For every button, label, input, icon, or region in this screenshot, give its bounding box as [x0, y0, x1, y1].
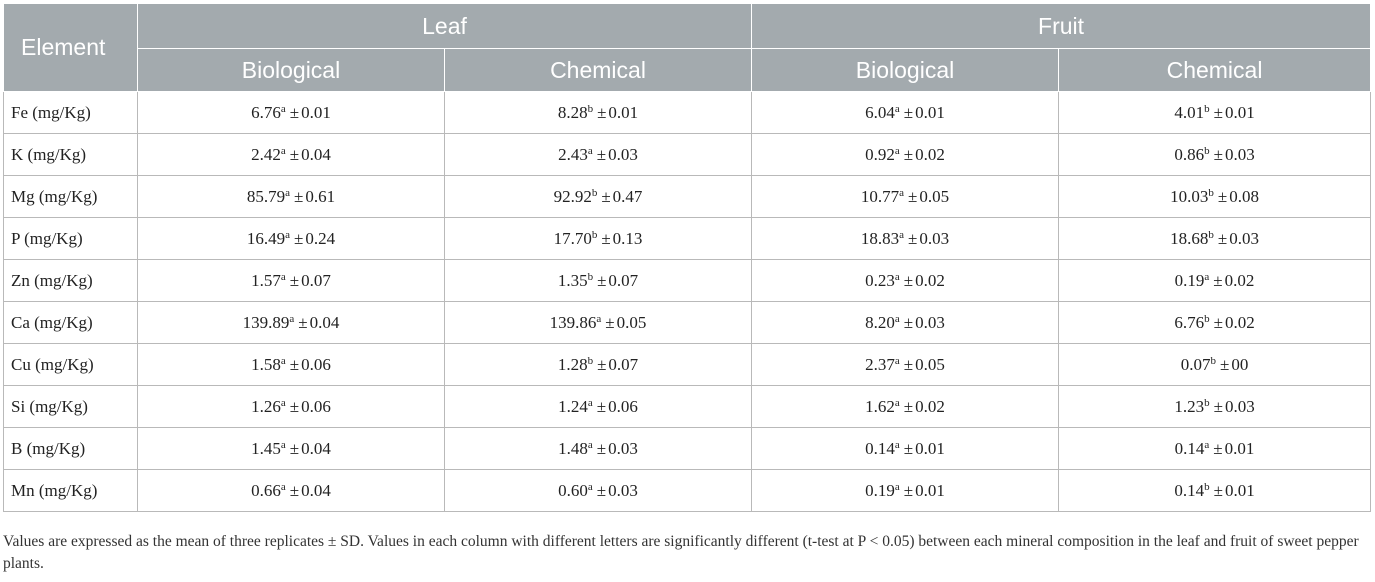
table-row [4, 386, 1371, 428]
table-cell [445, 470, 752, 512]
cell-sd: 0.61 [305, 186, 336, 206]
cell-sd: 0.02 [1224, 270, 1255, 290]
table-row [4, 470, 1371, 512]
table-footnote: Values are expressed as the mean of three replicates ± SD. Values in each column with different letters are significantly different (t-test at P < 0.05) between each mineral composition in the leaf and fruit of sweet pepper plants. [3, 533, 1359, 572]
table-row [4, 218, 1371, 260]
cell-significance-letter: a [894, 102, 900, 115]
cell-significance-letter: a [899, 186, 905, 199]
plus-minus-symbol: ± [908, 228, 918, 248]
cell-sd: 0.03 [1224, 396, 1255, 416]
plus-minus-symbol: ± [289, 438, 300, 458]
column-header-fruit-biological: Biological [752, 49, 1059, 92]
cell-significance-letter: a [289, 312, 295, 325]
table-cell [445, 134, 752, 176]
cell-mean: 139.89 [242, 312, 290, 332]
table-cell [138, 386, 445, 428]
cell-significance-letter: b [1204, 312, 1210, 325]
cell-sd: 0.07 [608, 270, 639, 290]
plus-minus-symbol: ± [289, 480, 300, 500]
table-cell [138, 260, 445, 302]
cell-sd: 0.24 [305, 228, 336, 248]
cell-mean: 0.07 [1180, 354, 1211, 374]
cell-significance-letter: a [587, 396, 593, 409]
cell-significance-letter: a [894, 480, 900, 493]
row-element-label: P (mg/Kg) [4, 218, 138, 260]
cell-mean: 0.14 [1174, 480, 1205, 500]
cell-sd: 0.01 [1224, 438, 1255, 458]
cell-significance-letter: b [591, 228, 598, 241]
table-cell [752, 260, 1059, 302]
cell-sd: 0.06 [608, 396, 638, 416]
row-element-label: Ca (mg/Kg) [4, 302, 138, 344]
cell-significance-letter: a [596, 312, 602, 325]
plus-minus-symbol: ± [289, 396, 300, 416]
cell-sd: 00 [1231, 354, 1249, 374]
plus-minus-symbol: ± [1213, 396, 1223, 416]
cell-mean: 92.92 [553, 186, 592, 206]
header-row-treatments [4, 49, 1371, 92]
cell-mean: 0.66 [251, 480, 281, 500]
plus-minus-symbol: ± [1213, 480, 1223, 500]
table-row [4, 260, 1371, 302]
table-cell [445, 92, 752, 134]
row-element-label: B (mg/Kg) [4, 428, 138, 470]
table-cell [138, 344, 445, 386]
cell-mean: 0.60 [558, 480, 588, 500]
cell-sd: 0.03 [915, 312, 945, 332]
cell-significance-letter: a [894, 396, 900, 409]
table-cell [138, 176, 445, 218]
cell-sd: 0.01 [915, 480, 945, 500]
plus-minus-symbol: ± [596, 396, 607, 416]
table-cell [1059, 344, 1371, 386]
row-element-label: Cu (mg/Kg) [4, 344, 138, 386]
plus-minus-symbol: ± [1213, 438, 1223, 458]
cell-mean: 1.48 [558, 438, 588, 458]
plus-minus-symbol: ± [903, 438, 914, 458]
table-cell [445, 302, 752, 344]
plus-minus-symbol: ± [597, 270, 607, 290]
cell-mean: 139.86 [549, 312, 597, 332]
table-cell [752, 386, 1059, 428]
cell-sd: 0.05 [919, 186, 950, 206]
cell-mean: 0.86 [1174, 144, 1205, 164]
table-cell [1059, 260, 1371, 302]
cell-significance-letter: b [1204, 102, 1210, 115]
cell-significance-letter: b [587, 354, 594, 367]
cell-sd: 0.06 [301, 396, 331, 416]
table-cell [1059, 218, 1371, 260]
row-element-label: Mn (mg/Kg) [4, 470, 138, 512]
cell-sd: 0.03 [1224, 144, 1255, 164]
cell-mean: 10.77 [860, 186, 900, 206]
cell-significance-letter: a [285, 228, 291, 241]
cell-mean: 2.37 [865, 354, 895, 374]
column-header-leaf-biological: Biological [138, 49, 445, 92]
cell-mean: 1.23 [1174, 396, 1205, 416]
cell-significance-letter: b [1204, 144, 1210, 157]
cell-significance-letter: a [280, 354, 286, 367]
plus-minus-symbol: ± [601, 228, 611, 248]
cell-significance-letter: b [591, 186, 598, 199]
cell-mean: 6.76 [1174, 312, 1205, 332]
table-body [4, 92, 1371, 512]
table-row [4, 176, 1371, 218]
plus-minus-symbol: ± [903, 480, 914, 500]
cell-sd: 0.04 [301, 144, 331, 164]
table-row [4, 302, 1371, 344]
cell-significance-letter: a [285, 186, 291, 199]
cell-mean: 0.14 [1174, 438, 1205, 458]
table-cell [138, 134, 445, 176]
table-row [4, 344, 1371, 386]
cell-sd: 0.03 [608, 144, 638, 164]
column-header-leaf-chemical: Chemical [445, 49, 752, 92]
cell-mean: 10.03 [1170, 186, 1209, 206]
cell-sd: 0.02 [915, 270, 945, 290]
plus-minus-symbol: ± [1213, 144, 1223, 164]
cell-mean: 1.26 [251, 396, 281, 416]
cell-mean: 2.43 [558, 144, 588, 164]
cell-significance-letter: a [899, 228, 905, 241]
cell-sd: 0.07 [301, 270, 331, 290]
cell-sd: 0.03 [919, 228, 950, 248]
table-cell [1059, 176, 1371, 218]
table-cell [445, 428, 752, 470]
cell-significance-letter: a [1204, 438, 1210, 451]
plus-minus-symbol: ± [903, 312, 914, 332]
cell-significance-letter: a [280, 396, 286, 409]
table-cell [138, 302, 445, 344]
table-cell [752, 344, 1059, 386]
plus-minus-symbol: ± [597, 102, 607, 122]
cell-mean: 0.19 [1174, 270, 1205, 290]
table-cell [138, 92, 445, 134]
cell-significance-letter: a [280, 270, 286, 283]
cell-significance-letter: a [280, 144, 286, 157]
table-cell [752, 302, 1059, 344]
cell-significance-letter: a [587, 144, 593, 157]
cell-mean: 6.04 [865, 102, 895, 122]
table-cell [445, 344, 752, 386]
table-cell [752, 92, 1059, 134]
cell-sd: 0.04 [301, 480, 331, 500]
plus-minus-symbol: ± [289, 354, 300, 374]
cell-mean: 4.01 [1174, 102, 1205, 122]
cell-sd: 0.01 [301, 102, 331, 122]
plus-minus-symbol: ± [596, 438, 607, 458]
cell-significance-letter: a [280, 102, 286, 115]
table-cell [752, 176, 1059, 218]
cell-sd: 0.04 [301, 438, 331, 458]
plus-minus-symbol: ± [294, 186, 304, 206]
plus-minus-symbol: ± [597, 354, 607, 374]
cell-mean: 85.79 [246, 186, 286, 206]
plus-minus-symbol: ± [294, 228, 304, 248]
header-row-groups [4, 4, 1371, 49]
cell-significance-letter: a [894, 270, 900, 283]
cell-significance-letter: a [894, 312, 900, 325]
row-element-label: Zn (mg/Kg) [4, 260, 138, 302]
cell-sd: 0.02 [915, 396, 945, 416]
plus-minus-symbol: ± [289, 270, 300, 290]
table-cell [445, 218, 752, 260]
table-cell [1059, 134, 1371, 176]
cell-significance-letter: a [280, 480, 286, 493]
table-cell [445, 176, 752, 218]
cell-significance-letter: b [587, 270, 594, 283]
cell-mean: 1.58 [251, 354, 281, 374]
plus-minus-symbol: ± [903, 144, 914, 164]
cell-sd: 0.03 [1229, 228, 1259, 248]
column-header-fruit-chemical: Chemical [1059, 49, 1371, 92]
mineral-composition-table [3, 3, 1370, 512]
cell-sd: 0.05 [616, 312, 647, 332]
table-cell [138, 470, 445, 512]
cell-sd: 0.02 [1224, 312, 1255, 332]
table-row [4, 428, 1371, 470]
cell-sd: 0.01 [1224, 480, 1255, 500]
cell-mean: 0.14 [865, 438, 895, 458]
cell-significance-letter: a [894, 354, 900, 367]
cell-significance-letter: a [280, 438, 286, 451]
cell-mean: 1.57 [251, 270, 281, 290]
cell-sd: 0.06 [301, 354, 331, 374]
column-group-leaf: Leaf [138, 4, 752, 49]
column-group-fruit: Fruit [752, 4, 1371, 49]
table-cell [752, 428, 1059, 470]
table-cell [445, 386, 752, 428]
table-cell [752, 470, 1059, 512]
plus-minus-symbol: ± [289, 102, 300, 122]
plus-minus-symbol: ± [596, 144, 607, 164]
cell-mean: 1.45 [251, 438, 281, 458]
cell-significance-letter: a [894, 438, 900, 451]
plus-minus-symbol: ± [908, 186, 918, 206]
plus-minus-symbol: ± [903, 270, 914, 290]
cell-sd: 0.01 [608, 102, 639, 122]
cell-sd: 0.01 [915, 102, 945, 122]
cell-significance-letter: b [1204, 480, 1210, 493]
cell-mean: 16.49 [246, 228, 286, 248]
plus-minus-symbol: ± [1213, 312, 1223, 332]
cell-mean: 2.42 [251, 144, 281, 164]
table-cell [1059, 386, 1371, 428]
cell-significance-letter: b [1208, 186, 1214, 199]
table-cell [1059, 470, 1371, 512]
cell-significance-letter: b [587, 102, 594, 115]
table-cell [138, 428, 445, 470]
table-cell [1059, 428, 1371, 470]
table-cell [1059, 302, 1371, 344]
cell-mean: 1.24 [558, 396, 588, 416]
plus-minus-symbol: ± [1213, 270, 1223, 290]
cell-mean: 0.92 [865, 144, 895, 164]
table-row [4, 92, 1371, 134]
plus-minus-symbol: ± [1219, 354, 1230, 374]
table-cell [138, 218, 445, 260]
cell-significance-letter: a [587, 480, 593, 493]
plus-minus-symbol: ± [298, 312, 308, 332]
table-cell [752, 218, 1059, 260]
cell-mean: 1.28 [557, 354, 588, 374]
plus-minus-symbol: ± [1217, 228, 1228, 248]
table-cell [445, 260, 752, 302]
row-element-label: K (mg/Kg) [4, 134, 138, 176]
plus-minus-symbol: ± [605, 312, 615, 332]
cell-sd: 0.07 [608, 354, 639, 374]
cell-mean: 8.28 [557, 102, 588, 122]
cell-sd: 0.47 [612, 186, 643, 206]
cell-mean: 1.62 [865, 396, 895, 416]
cell-significance-letter: b [1208, 228, 1214, 241]
cell-sd: 0.03 [608, 480, 638, 500]
plus-minus-symbol: ± [903, 396, 914, 416]
cell-mean: 18.83 [860, 228, 900, 248]
plus-minus-symbol: ± [1217, 186, 1228, 206]
cell-sd: 0.05 [915, 354, 945, 374]
cell-significance-letter: b [1210, 354, 1216, 367]
row-element-label: Mg (mg/Kg) [4, 176, 138, 218]
plus-minus-symbol: ± [903, 102, 914, 122]
cell-significance-letter: a [894, 144, 900, 157]
cell-mean: 18.68 [1170, 228, 1209, 248]
cell-sd: 0.04 [309, 312, 340, 332]
cell-mean: 0.19 [865, 480, 895, 500]
cell-mean: 1.35 [557, 270, 588, 290]
cell-sd: 0.08 [1229, 186, 1259, 206]
plus-minus-symbol: ± [903, 354, 914, 374]
cell-sd: 0.01 [1224, 102, 1255, 122]
cell-significance-letter: a [1204, 270, 1210, 283]
cell-significance-letter: b [1204, 396, 1210, 409]
cell-mean: 17.70 [553, 228, 592, 248]
cell-sd: 0.02 [915, 144, 945, 164]
plus-minus-symbol: ± [601, 186, 611, 206]
row-element-label: Si (mg/Kg) [4, 386, 138, 428]
plus-minus-symbol: ± [1213, 102, 1223, 122]
table-cell [752, 134, 1059, 176]
column-header-element: Element [4, 4, 138, 92]
cell-mean: 8.20 [865, 312, 895, 332]
plus-minus-symbol: ± [289, 144, 300, 164]
data-table [3, 3, 1371, 512]
cell-mean: 6.76 [251, 102, 281, 122]
plus-minus-symbol: ± [596, 480, 607, 500]
cell-mean: 0.23 [865, 270, 895, 290]
cell-sd: 0.03 [608, 438, 638, 458]
row-element-label: Fe (mg/Kg) [4, 92, 138, 134]
table-cell [1059, 92, 1371, 134]
cell-significance-letter: a [587, 438, 593, 451]
cell-sd: 0.01 [915, 438, 945, 458]
table-row [4, 134, 1371, 176]
table-header [4, 4, 1371, 92]
cell-sd: 0.13 [612, 228, 643, 248]
